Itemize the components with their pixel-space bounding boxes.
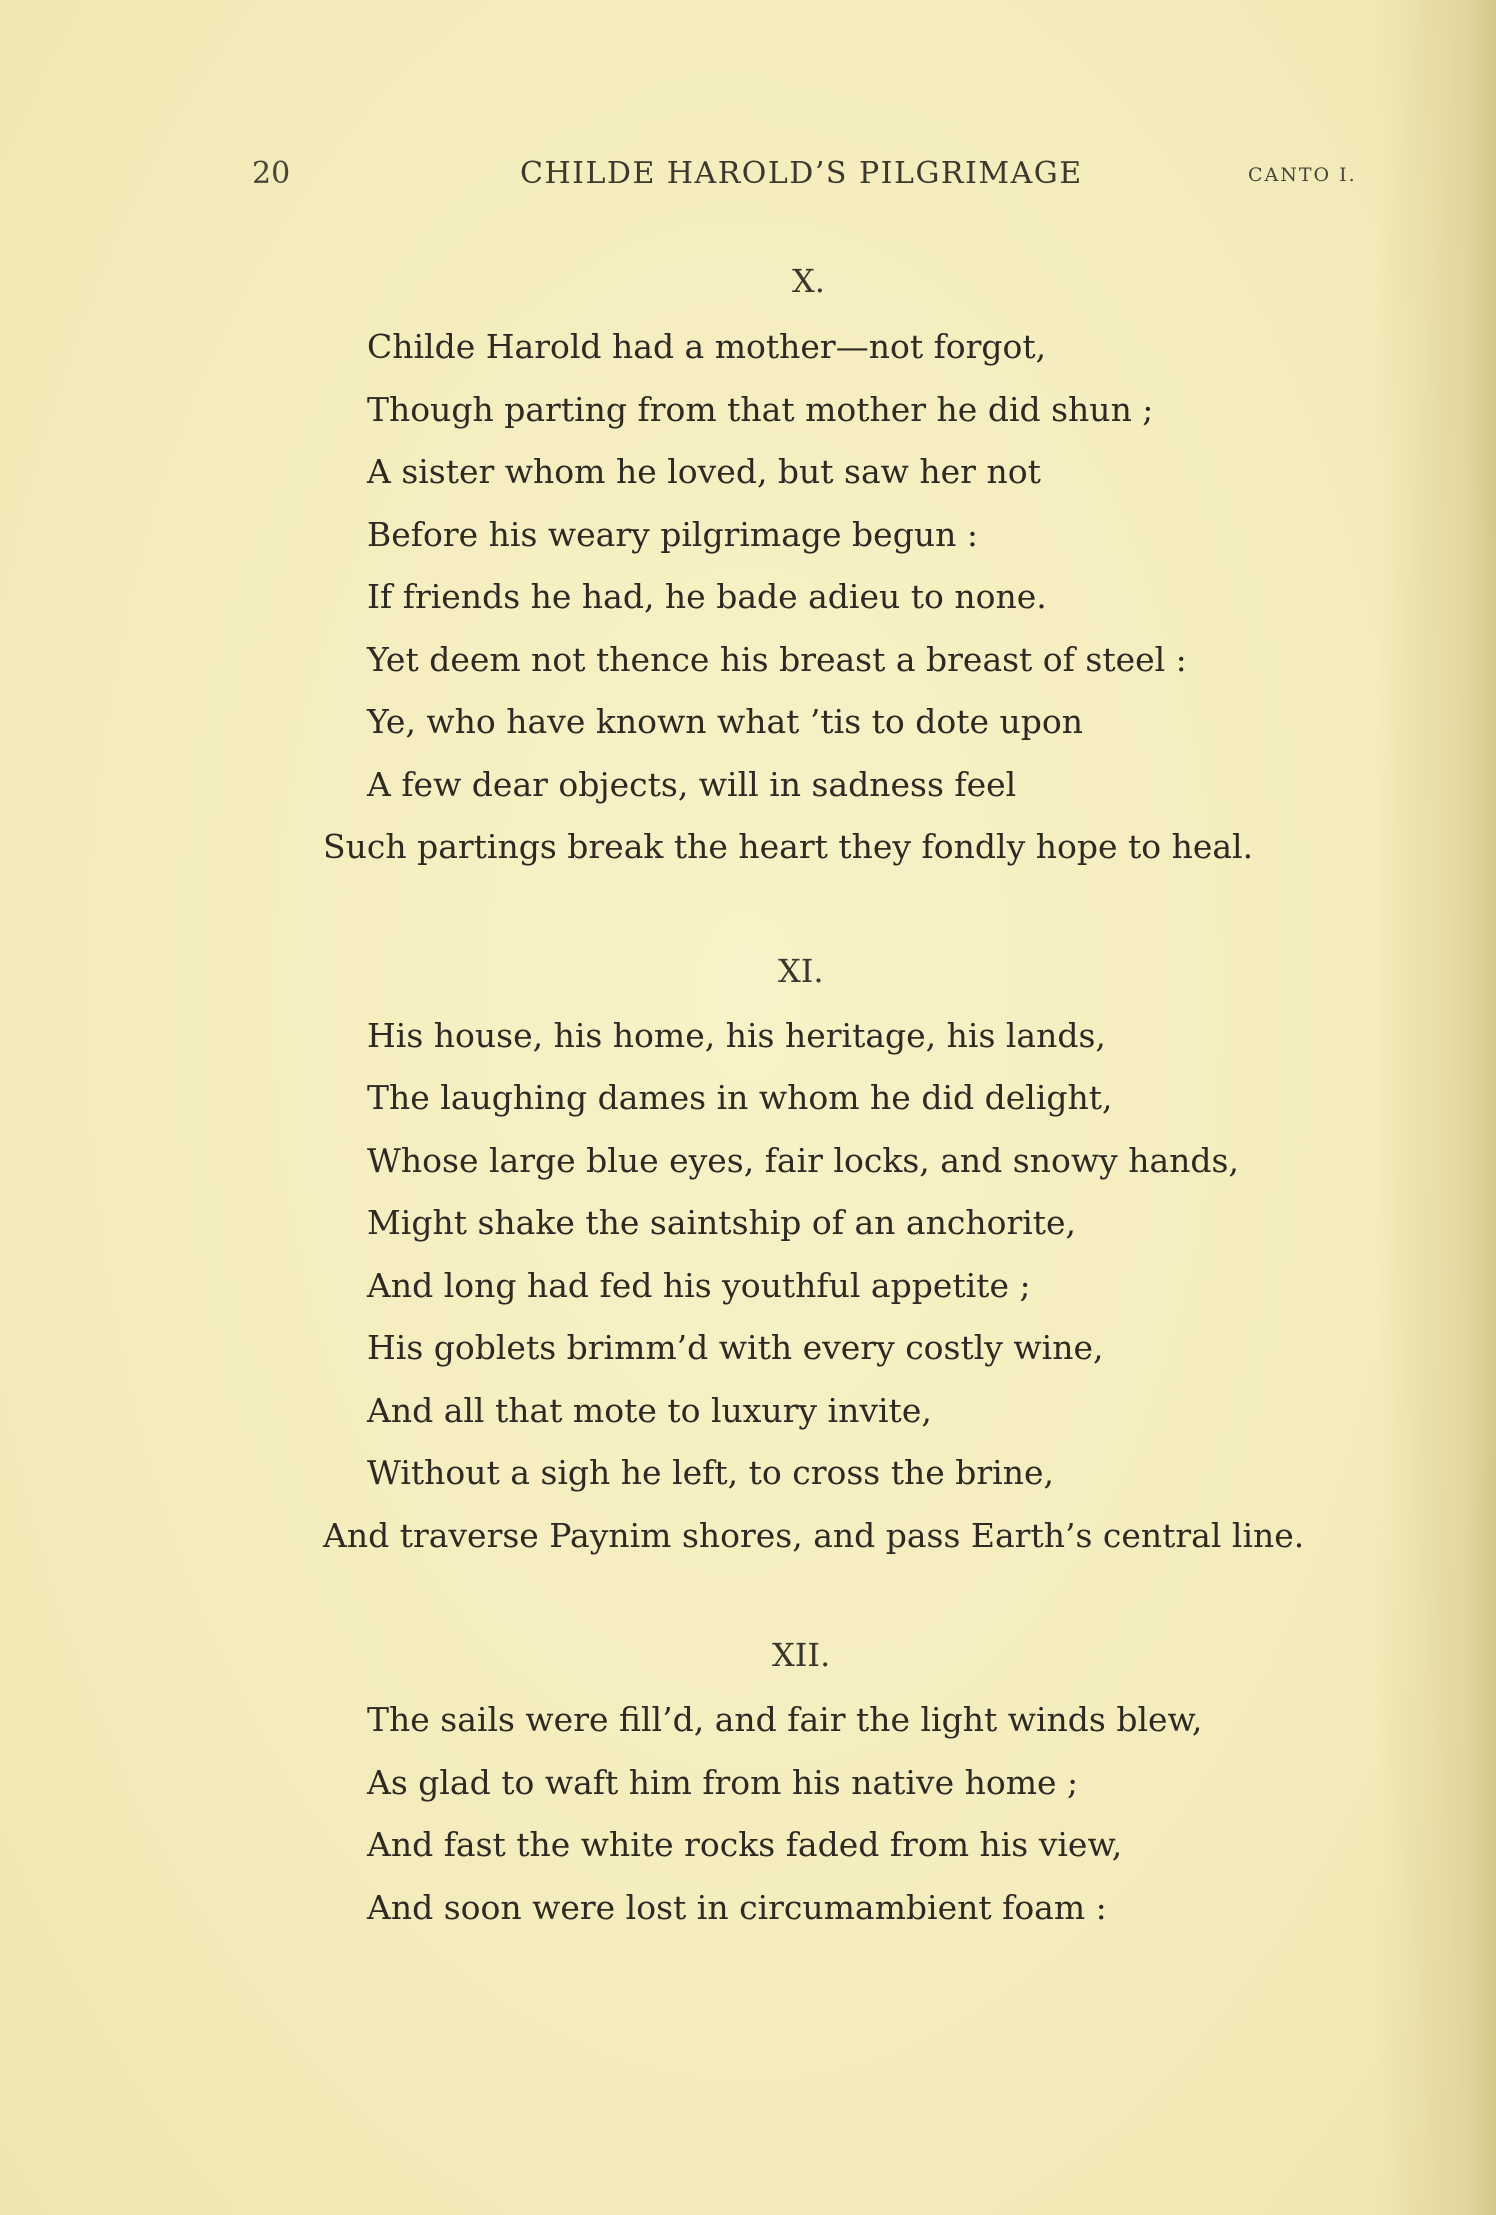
verse-line: And traverse Paynim shores, and pass Earth’s central line.: [323, 1516, 1305, 1555]
verse-line: Before his weary pilgrimage begun :: [367, 515, 978, 554]
stanza-number: X.: [792, 262, 825, 300]
verse-line: A few dear objects, will in sadness feel: [367, 765, 1017, 804]
verse-line: His goblets brimm’d with every costly wine,: [367, 1328, 1104, 1367]
verse-line: And all that mote to luxury invite,: [367, 1391, 932, 1430]
verse-line: As glad to waft him from his native home ;: [367, 1763, 1079, 1802]
verse-line: The sails were fill’d, and fair the light winds blew,: [367, 1700, 1203, 1739]
verse-line: A sister whom he loved, but saw her not: [367, 452, 1041, 491]
verse-line: The laughing dames in whom he did delight,: [367, 1078, 1113, 1117]
page-header: [0, 156, 1496, 196]
verse-line: His house, his home, his heritage, his lands,: [367, 1016, 1106, 1055]
verse-line: And fast the white rocks faded from his view,: [367, 1825, 1123, 1864]
verse-line: Such partings break the heart they fondly hope to heal.: [323, 827, 1254, 866]
stanza-number: XI.: [778, 952, 824, 990]
page-number: 20: [252, 156, 291, 191]
verse-line: And soon were lost in circumambient foam :: [367, 1888, 1107, 1927]
verse-line: Though parting from that mother he did shun ;: [367, 390, 1154, 429]
canto-label: CANTO I.: [1248, 164, 1357, 186]
stanza-number: XII.: [772, 1636, 831, 1674]
verse-line: Might shake the saintship of an anchorite,: [367, 1203, 1077, 1242]
verse-line: Yet deem not thence his breast a breast of steel :: [367, 640, 1187, 679]
verse-line: And long had fed his youthful appetite ;: [367, 1266, 1031, 1305]
verse-line: Whose large blue eyes, fair locks, and snowy hands,: [367, 1141, 1239, 1180]
verse-line: Without a sigh he left, to cross the brine,: [367, 1453, 1054, 1492]
verse-line: Ye, who have known what ’tis to dote upon: [367, 702, 1084, 741]
verse-line: If friends he had, he bade adieu to none.: [367, 577, 1047, 616]
running-title: CHILDE HAROLD’S PILGRIMAGE: [520, 156, 1083, 191]
verse-line: Childe Harold had a mother—not forgot,: [367, 327, 1047, 366]
